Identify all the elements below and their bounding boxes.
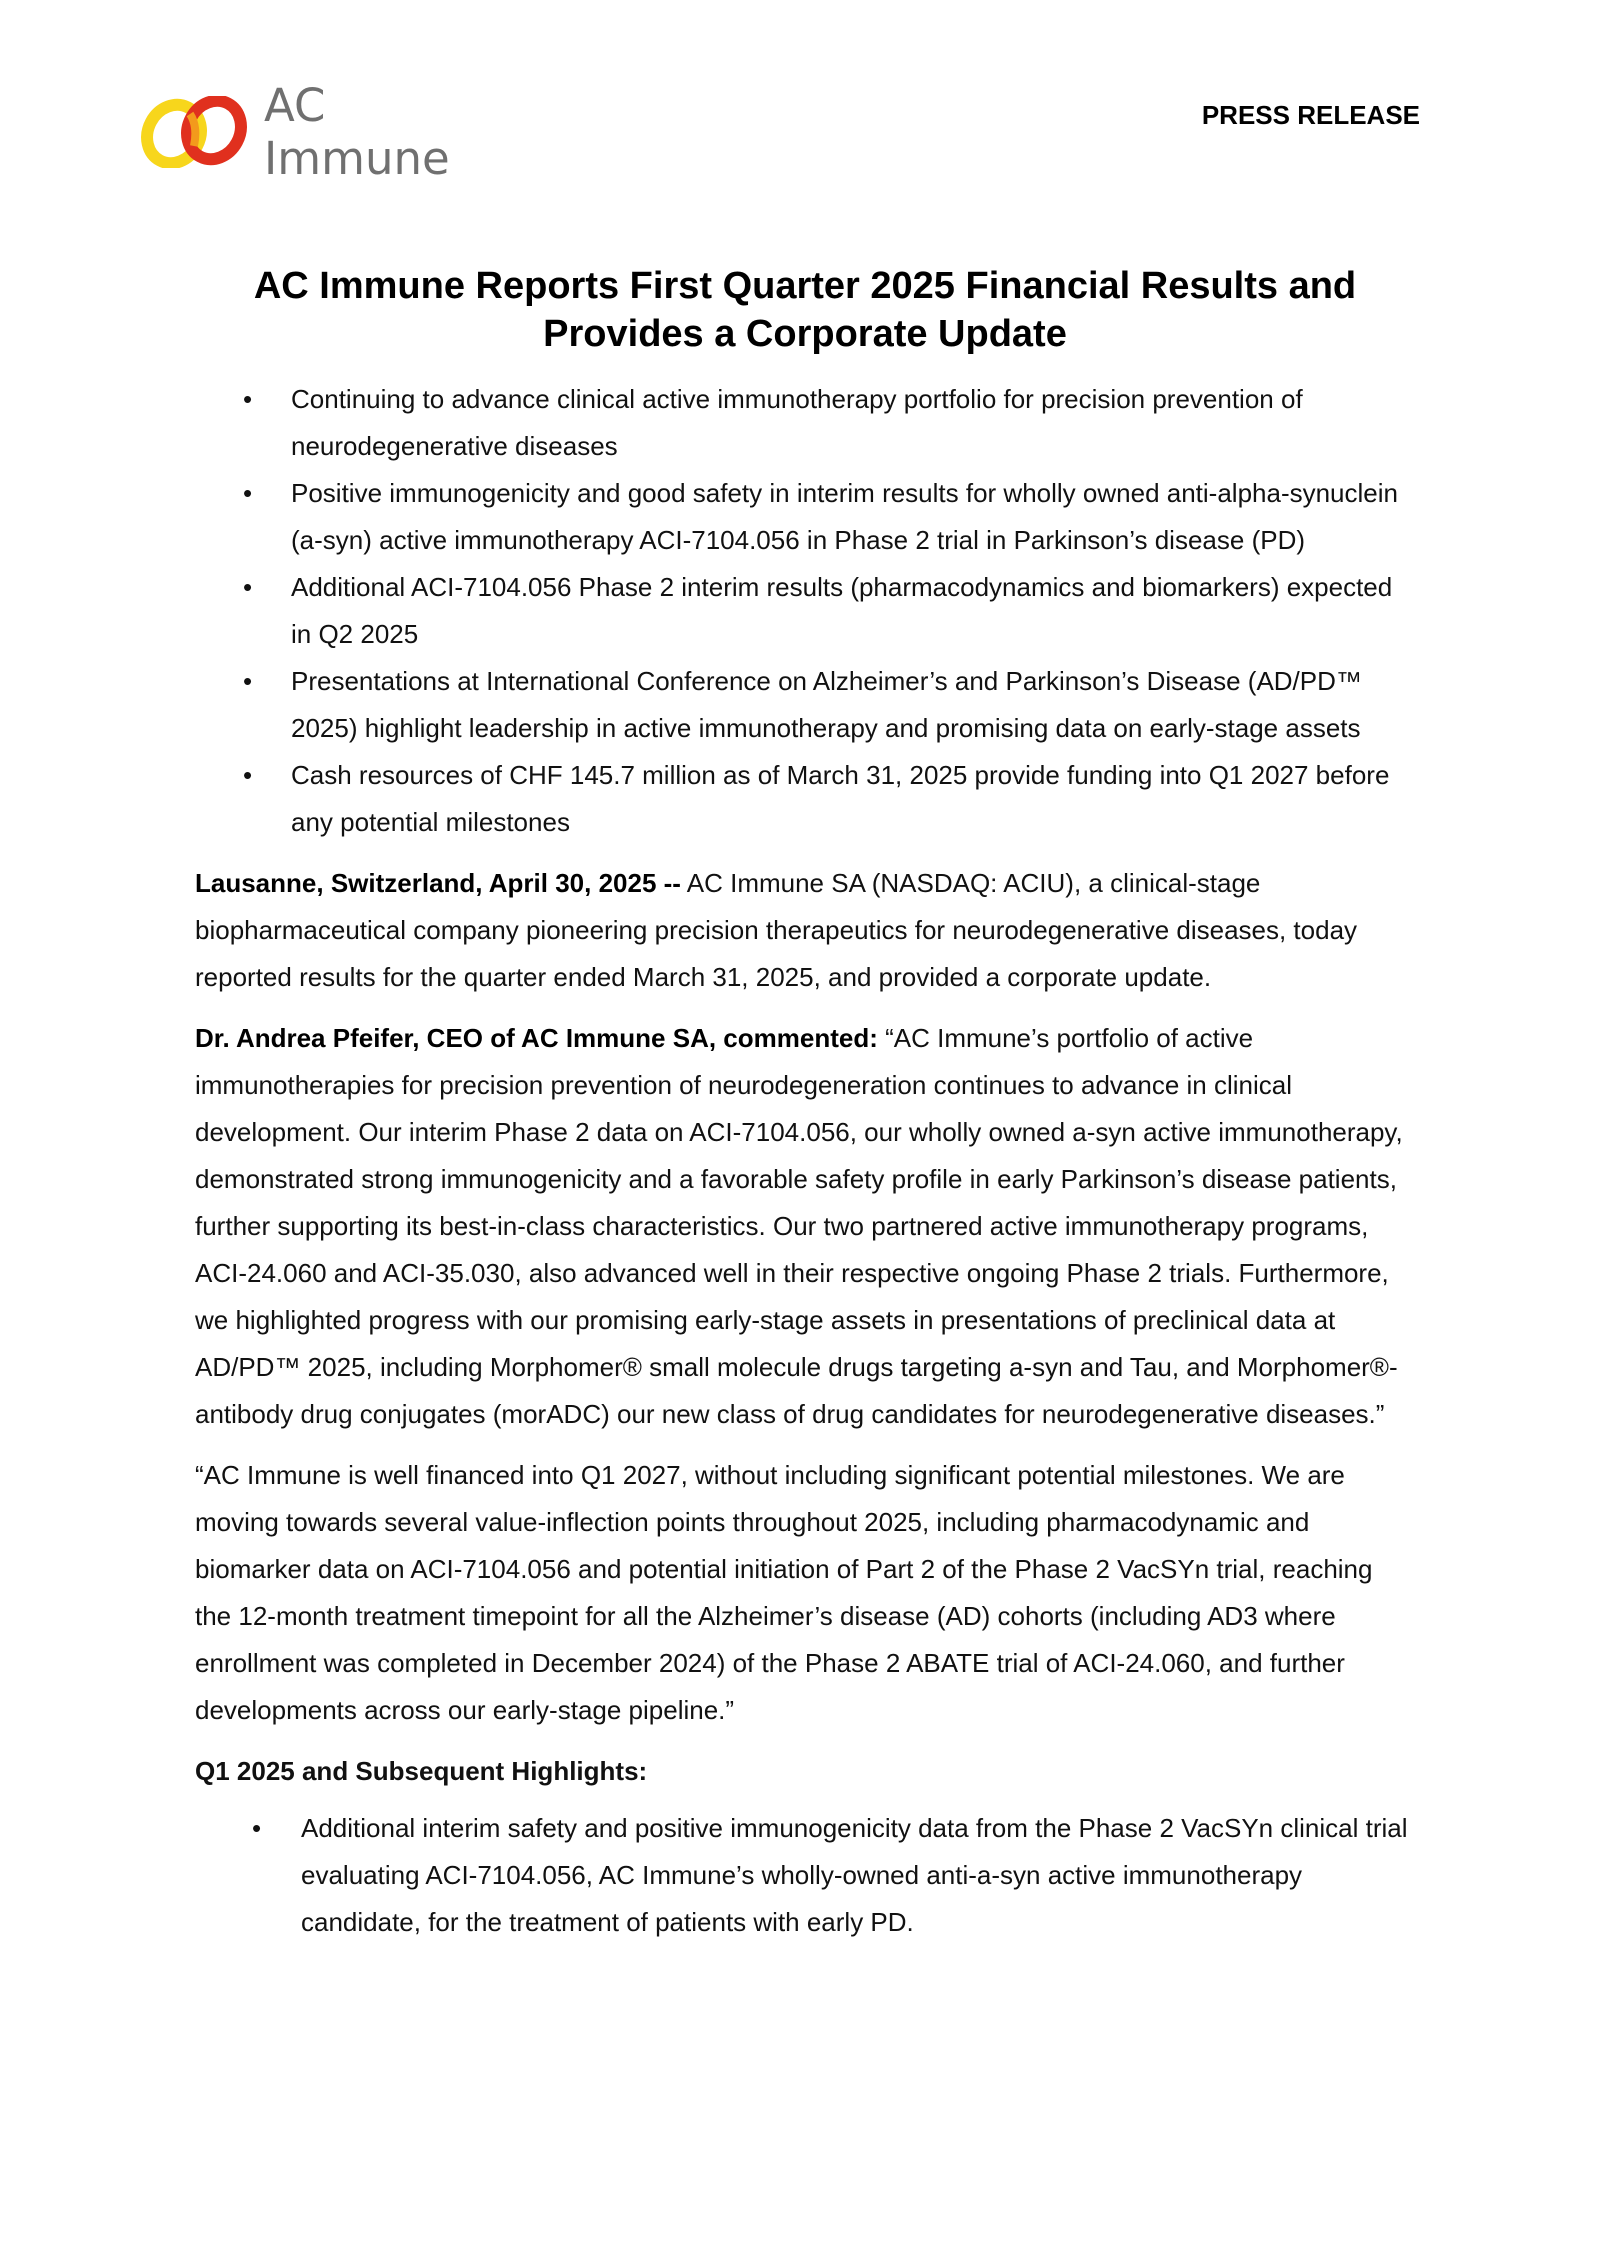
key-point-item: • Presentations at International Conference on Alzheimer’s and Parkinson’s Disease (AD/PD™ 2025) highlight leadership in active immunotherapy and promising data on early-stage assets: [195, 658, 1415, 752]
press-release-body: [195, 376, 1415, 1946]
key-point-item: • Additional ACI-7104.056 Phase 2 interim results (pharmacodynamics and biomarkers) expected in Q2 2025: [195, 564, 1415, 658]
key-point-item: • Cash resources of CHF 145.7 million as of March 31, 2025 provide funding into Q1 2027 before any potential milestones: [195, 752, 1415, 846]
key-points-list: [195, 376, 1415, 846]
ceo-quote-text: “AC Immune’s portfolio of active immunotherapies for precision prevention of neurodegeneration continues to advance in clinical development. Our interim Phase 2 data on ACI-7104.056, our wholly owned a-syn active immunotherapy, demonstrated strong immunogenicity and a favorable safety profile in early Parkinson’s disease patients, further supporting its best-in-class characteristics. Our two partnered active immunotherapy programs, ACI-24.060 and ACI-35.030, also advanced well in their respective ongoing Phase 2 trials. Furthermore, we highlighted progress with our promising early-stage assets in presentations of preclinical data at AD/PD™ 2025, including Morphomer® small molecule drugs targeting a-syn and Tau, and Morphomer®-antibody drug conjugates (morADC) our new class of drug candidates for neurodegenerative diseases.”: [195, 1023, 1403, 1429]
press-release-title: AC Immune Reports First Quarter 2025 Financial Results and Provides a Corporate Update: [253, 265, 1357, 355]
highlight-item: • Additional interim safety and positive immunogenicity data from the Phase 2 VacSYn clinical trial evaluating ACI-7104.056, AC Immune’s wholly-owned anti-a-syn active immunotherapy candidate, for the treatment of patients with early PD.: [195, 1805, 1415, 1946]
ceo-quote-paragraph: [195, 1015, 1415, 1438]
ac-immune-logo-icon: [138, 96, 254, 168]
highlights-list: [195, 1805, 1415, 1946]
dateline-text: AC Immune SA (NASDAQ: ACIU), a clinical-stage biopharmaceutical company pioneering precision therapeutics for neurodegenerative diseases, today reported results for the quarter ended March 31, 2025, and provided a corporate update.: [195, 868, 1358, 992]
highlights-heading: Q1 2025 and Subsequent Highlights:: [195, 1756, 648, 1786]
company-logo: [138, 79, 510, 185]
financing-quote-paragraph: “AC Immune is well financed into Q1 2027, without including significant potential milestones. We are moving towards several value-inflection points throughout 2025, including pharmacodynamic and biomarker data on ACI-7104.056 and potential initiation of Part 2 of the Phase 2 VacSYn trial, reaching the 12-month treatment timepoint for all the Alzheimer’s disease (AD) cohorts (including AD3 where enrollment was completed in December 2024) of the Phase 2 ABATE trial of ACI-24.060, and further developments across our early-stage pipeline.”: [195, 1460, 1373, 1725]
press-release-label: PRESS RELEASE: [1201, 100, 1420, 130]
ceo-quote-lead: Dr. Andrea Pfeifer, CEO of AC Immune SA, commented:: [195, 1023, 878, 1053]
key-point-item: • Positive immunogenicity and good safety in interim results for wholly owned anti-alpha-synuclein (a-syn) active immunotherapy ACI-7104.056 in Phase 2 trial in Parkinson’s disease (PD): [195, 470, 1415, 564]
dateline-paragraph: [195, 860, 1415, 1001]
key-point-item: • Continuing to advance clinical active immunotherapy portfolio for precision prevention of neurodegenerative diseases: [195, 376, 1415, 470]
logo-text: AC Immune: [264, 79, 450, 185]
dateline-lead: Lausanne, Switzerland, April 30, 2025 --: [195, 868, 681, 898]
